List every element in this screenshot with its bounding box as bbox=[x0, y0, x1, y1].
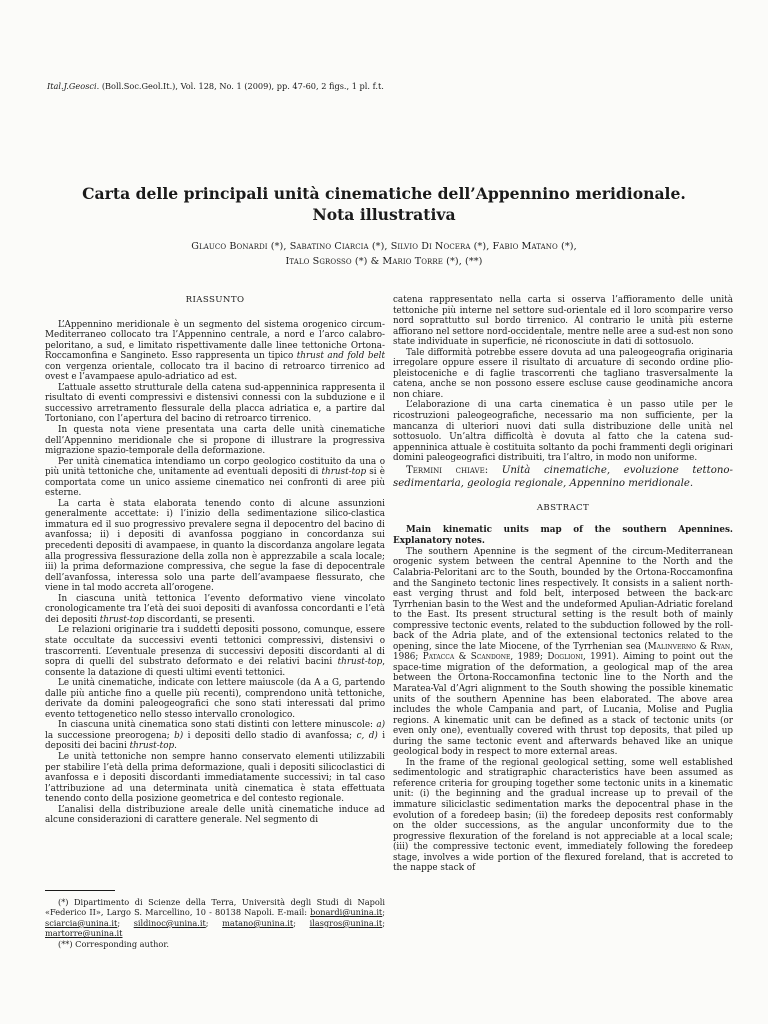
footnote-divider bbox=[45, 890, 115, 891]
email-link[interactable]: sildinoc@unina.it bbox=[133, 917, 206, 928]
email-link[interactable]: sciarcia@unina.it bbox=[45, 917, 118, 928]
keywords bbox=[393, 464, 733, 491]
riassunto-paragraph: In ciascuna unità tettonica l’evento deformativo viene vincolato cronologicamente tra l’età dei suoi depositi di avanfossa concordanti e l’età dei depositi thrust-top discordanti, se presenti. bbox=[45, 593, 385, 625]
abstract-heading: ABSTRACT bbox=[536, 502, 590, 513]
email-link[interactable]: bonardi@unina.it bbox=[310, 907, 383, 918]
left-column bbox=[45, 295, 385, 826]
keywords-label: Termini chiave: bbox=[406, 464, 489, 476]
journal-abbrev: Ital.J.Geosci. bbox=[47, 81, 100, 91]
corresponding-author-note: (**) Corresponding author. bbox=[58, 938, 169, 949]
authors-line-2: Italo Sgrosso (*) & Mario Torre (*), (**) bbox=[285, 256, 483, 267]
riassunto-paragraph: Per unità cinematica intendiamo un corpo geologico costituito da una o più unità tettoniche che, unitamente ad eventuali depositi di thrust-top si è comportata come un unico assieme cinematico nei confronti di aree più esterne. bbox=[45, 456, 386, 499]
email-link[interactable]: martorre@unina.it bbox=[45, 928, 123, 939]
riassunto-paragraph: Tale difformità potrebbe essere dovuta ad una paleogeografia originaria irregolare oppure essere il risultato di arcuature di secondo ordine plio-pleistoceniche e di faglie trascorrenti che tagliano trasversalmente la catena, anche se non possono essere escluse cause geodinamiche ancora non chiare. bbox=[393, 347, 733, 400]
email-link[interactable]: matano@unina.it bbox=[222, 917, 294, 928]
riassunto-paragraph: L’elaborazione di una carta cinematica è un passo utile per le ricostruzioni paleogeografiche, necessario ma non sufficiente, per la mancanza di ulteriori nuovi dati sulla distribuzione delle unità nel sottosuolo. Un’altra difficoltà è dovuta al fatto che la catena sud-appenninica attuale è costituita soltanto da pochi frammenti degli originari domini paleogeografici distribuiti, tra l’altro, in modo non uniforme. bbox=[393, 400, 733, 464]
riassunto-paragraph: Le unità tettoniche non sempre hanno conservato elementi utilizzabili per stabilire l’età della prima deformazione, quali i depositi silicoclastici di avanfossa e i depositi discordanti immediatamente successivi; in tal caso l’attribuzione ad una determinata unità cinematica è stata effettuata tenendo conto della posizione geometrica e del contesto regionale. bbox=[45, 751, 385, 805]
riassunto-paragraph: L’Appennino meridionale è un segmento del sistema orogenico circum-Mediterraneo collocato tra l’Appennino centrale, a nord e l’arco calabro-peloritano, a sud, e limitato rispettivamente dalle linee tettoniche Ortona-Roccamonfina e Sangineto. Esso rappresenta un tipico thrust and fold belt con vergenza orientale, collocato tra il bacino di retroarco tirrenico ad ovest e l’avampaese apulo-adriatico ad est. bbox=[45, 319, 386, 383]
riassunto-paragraph: catena rappresentato nella carta si osserva l’affioramento delle unità tettoniche più interne nel settore sud-orientale ed il loro scomparire verso nord soprattutto sul bordo tirrenico. Al contrario le unità più esterne affiorano nel settore nord-occidentale, mentre nelle aree a sud-est non sono state individuate in superficie, né riconosciute in dati di sottosuolo. bbox=[393, 295, 733, 348]
riassunto-paragraph: L’attuale assetto strutturale della catena sud-appenninica rappresenta il risultato di eventi compressivi e distensivi connessi con la subduzione e il successivo arretramento flessurale della placca adriatica e, a partire dal Tortoniano, con l’apertura del bacino di retroarco tirrenico. bbox=[45, 382, 385, 425]
footnotes bbox=[45, 897, 385, 949]
authors-line-1: Glauco Bonardi (*), Sabatino Ciarcia (*), Silvio Di Nocera (*), Fabio Matano (*), bbox=[191, 241, 577, 252]
paper-title bbox=[40, 183, 728, 225]
author-list bbox=[60, 239, 708, 269]
journal-details: (Boll.Soc.Geol.It.), Vol. 128, No. 1 (2009), pp. 47-60, 2 figs., 1 pl. f.t. bbox=[101, 81, 384, 91]
riassunto-paragraph: Le unità cinematiche, indicate con lettere maiuscole (da A a G, partendo dalle più antiche fino a quelle più recenti), comprendono unità tettoniche, derivate da domini paleogeografici che sono stati interessati dal primo evento tettogenetico nello stesso intervallo cronologico. bbox=[45, 678, 385, 720]
affiliation-footnote: (*) Dipartimento di Scienze della Terra, Università degli Studi di Napoli «Federico II», Largo S. Marcellino, 10 - 80138 Napoli. E-mail: bonardi@unina.it; sciarcia@unina.it; sildinoc@unina.it; matano@unina.it; ilasgros@unina.it; martorre@unina.it bbox=[45, 897, 385, 939]
riassunto-heading: RIASSUNTO bbox=[185, 295, 245, 305]
abstract-paragraph: The southern Apennine is the segment of the circum-Mediterranean orogenic system between the central Apennine to the North and the Calabria-Peloritani arc to the South, bounded by the Ortona-Roccamonfina and the Sangineto tectonic lines respectively. It consists in a salient north-east verging thrust and fold belt, interposed between the back-arc Tyrrhenian basin to the West and the undeformed Apulian-Adriatic foreland to the East. Its present structural setting is the result both of mainly compressive tectonic events, related to the subduction followed by the roll-back of the Adria plate, and of the extensional tectonics related to the opening, since the late Miocene, of the Tyrrhenian sea (Malinverno & Ryan, 1986; Patacca & Scandone, 1989; Doglioni, 1991). Aiming to point out the space-time migration of the deformation, a geological map of the area between the Ortona-Roccamonfina tectonic line to the North and the Maratea-Val d’Agri alignment to the South showing the possible kinematic units of the southern Apennine has been elaborated. The above area includes the whole Campania and part, of Lucania, Molise and Puglia regions. A kinematic unit can be defined as a stack of tectonic units (or even only one), eventually covered with thrust top deposits, that piled up during the same tectonic event and afterwards behaved like an unique geological body in respect to more external areas. bbox=[393, 546, 734, 758]
title-line-1: Carta delle principali unità cinematiche dell’Appennino meridionale. bbox=[82, 184, 686, 203]
riassunto-paragraph: La carta è stata elaborata tenendo conto di alcune assunzioni generalmente accettate: i) l’inizio della sedimentazione silico-clastica immatura ed il suo progressivo prevalere segna il depocentro del bacino di avanfossa; ii) i depositi di avanfossa poggiano in concordanza sui precedenti depositi di avampaese, in quanto la discordanza angolare legata alla progressiva flessurazione della zolla non è apprezzabile a scala locale; iii) la prima deformazione compressiva, che segue la fase di depocentrale dell’avanfossa, interessa solo una parte dell’avampaese flessurato, che viene in tal modo accreta all’orogene. bbox=[45, 498, 385, 594]
keywords-terms: Unità cinematiche, evoluzione tettono-sedimentaria, geologia regionale, Appennino meridionale. bbox=[393, 464, 733, 490]
riassunto-paragraph: In questa nota viene presentata una carta delle unità cinematiche dell’Appennino meridionale che si propone di illustrare la progressiva migrazione spazio-temporale della deformazione. bbox=[45, 425, 385, 457]
riassunto-paragraph: Le relazioni originarie tra i suddetti depositi possono, comunque, essere state occultate da successivi eventi tettonici compressivi, distensivi o trascorrenti. L’eventuale presenza di successivi depositi discordanti al di sopra di quelli del substrato deformato e dei relativi bacini thrust-top, consente la datazione di questi ultimi eventi tettonici. bbox=[45, 625, 385, 678]
abstract-paragraph: In the frame of the regional geological setting, some well established sedimentologic and stratigraphic characteristics have been assumed as reference criteria for grouping together some tectonic units in a kinematic unit: (i) the beginning and the gradual increase up to prevail of the immature siliciclastic sedimentation marks the depocentral phase in the evolution of a foredeep basin; (ii) the foredeep deposits rest conformably on the older successions, as the angular unconformity due to the progressive flexuration of the foreland is not appreciable at a local scale; (iii) the compressive tectonic event, immediately following the foredeep stage, involves a wide portion of the flexured foreland, that is accreted to the nappe stack of bbox=[393, 757, 733, 874]
right-column bbox=[393, 295, 733, 874]
riassunto-paragraph: L’analisi della distribuzione areale delle unità cinematiche induce ad alcune considerazioni di carattere generale. Nel segmento di bbox=[45, 804, 385, 826]
abstract-title: Main kinematic units map of the southern Apennines. Explanatory notes. bbox=[393, 525, 733, 547]
title-line-2: Nota illustrativa bbox=[312, 205, 456, 224]
email-link[interactable]: ilasgros@unina.it bbox=[309, 917, 383, 928]
riassunto-paragraph: In ciascuna unità cinematica sono stati distinti con lettere minuscole: a) la successione preorogena; b) i depositi dello stadio di avanfossa; c, d) i depositi dei bacini thrust-top. bbox=[45, 720, 386, 752]
journal-citation bbox=[47, 81, 747, 92]
